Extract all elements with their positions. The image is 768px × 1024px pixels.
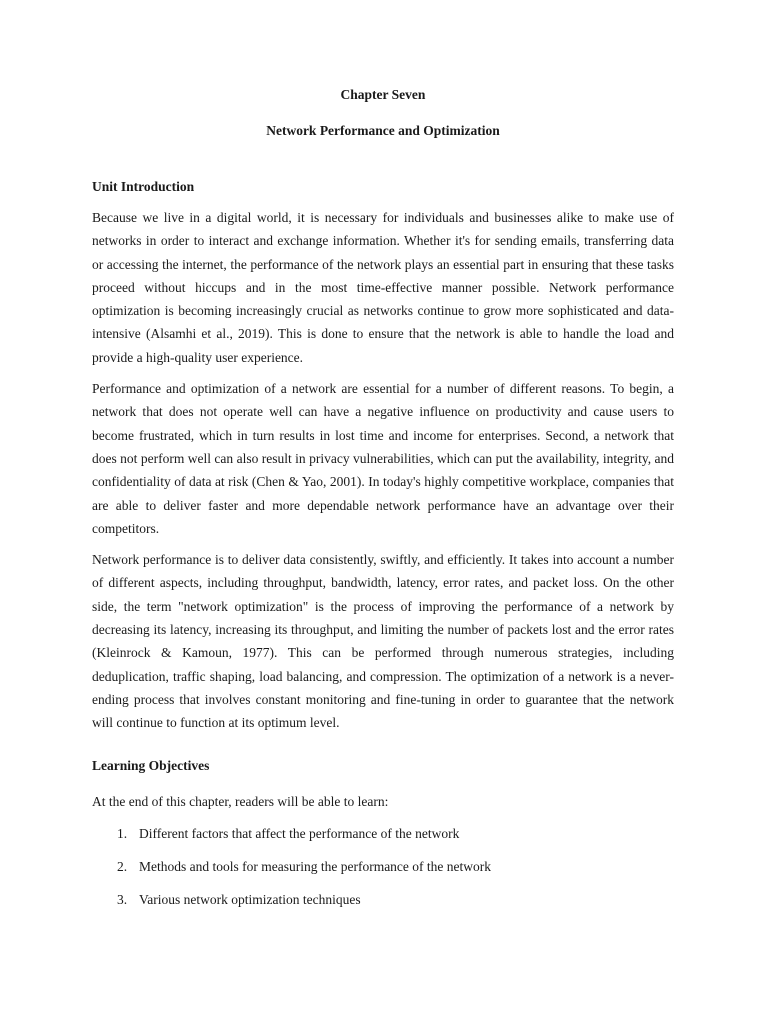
page-title: Network Performance and Optimization [266,123,500,138]
objectives-list [92,825,674,909]
list-item-text: Methods and tools for measuring the performance of the network [139,858,492,874]
intro-heading: Unit Introduction [92,179,195,194]
paragraph-2: Performance and optimization of a network are essential for a number of different reasons. To begin, a network that does not operate well can have a negative influence on productivity and cause users to become frustrated, which in turn results in lost time and income for enterprises. Second, a network that does not perform well can also result in privacy vulnerabilities, which can put the availability, integrity, and confidentiality of data at risk (Chen & Yao, 2001). In today's highly competitive workplace, companies that are able to deliver faster and more dependable network performance have an advantage over their competitors. [92,381,674,536]
list-item-number: 1. [117,825,128,841]
paragraph-3: Network performance is to deliver data consistently, swiftly, and efficiently. It takes into account a number of different aspects, including throughput, bandwidth, latency, error rates, and packet loss. On the other side, the term "network optimization" is the process of improving the performance of a network by decreasing its latency, increasing its throughput, and limiting the number of packets lost and the error rates (Kleinrock & Kamoun, 1977). This can be performed through numerous strategies, including deduplication, traffic shaping, load balancing, and compression. The optimization of a network is a never-ending process that involves constant monitoring and fine-tuning in order to guarantee that the network will continue to function at its optimum level. [92,552,674,731]
list-item [117,858,674,876]
list-item-text: Various network optimization techniques [139,891,361,907]
list-item-number: 3. [117,891,128,907]
list-item-number: 2. [117,858,128,874]
chapter-label: Chapter Seven [340,87,426,102]
list-item-text: Different factors that affect the performance of the network [139,825,460,841]
list-item [117,891,674,909]
objectives-heading: Learning Objectives [92,757,210,773]
objectives-lead: At the end of this chapter, readers will be able to learn: [92,793,389,809]
paragraph-1: Because we live in a digital world, it is necessary for individuals and businesses alike to make use of networks in order to interact and exchange information. Whether it's for sending emails, transferring data or accessing the internet, the performance of the network plays an essential part in ensuring that these tasks proceed without hiccups and in the most time-effective manner possible. Network performance optimization is becoming increasingly crucial as networks continue to grow more sophisticated and data-intensive (Alsamhi et al., 2019). This is done to ensure that the network is able to handle the load and provide a high-quality user experience. [92,210,674,365]
list-item [117,825,674,843]
